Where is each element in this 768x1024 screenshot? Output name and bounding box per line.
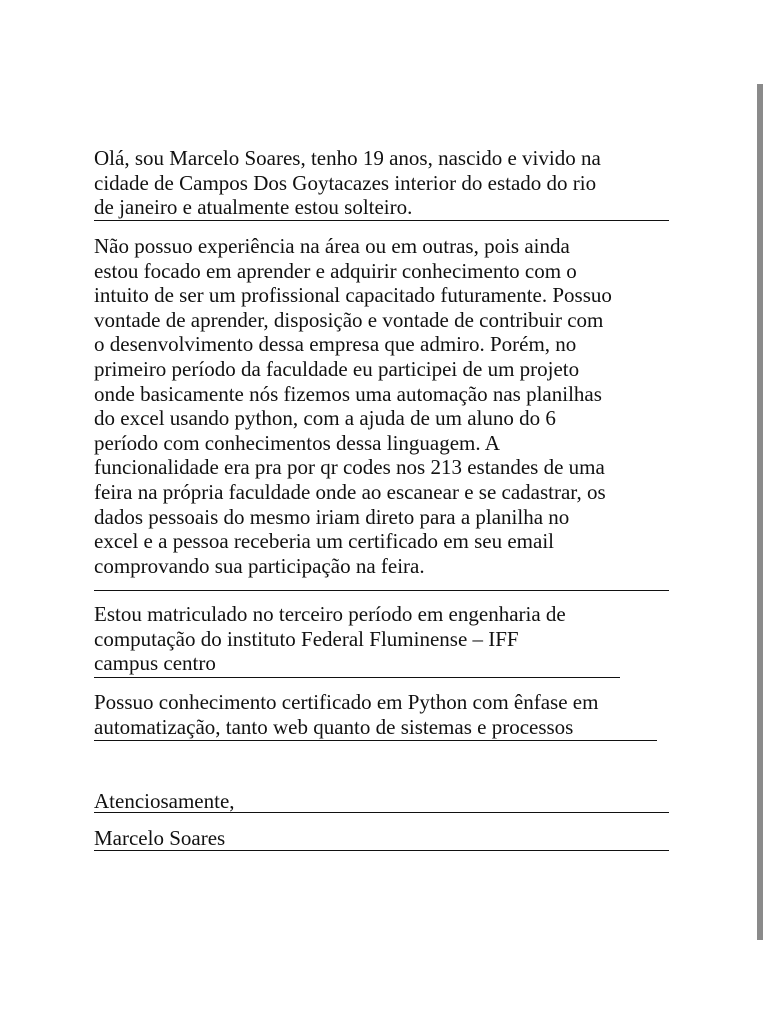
text-line: automatização, tanto web quanto de sistemas e processos bbox=[94, 714, 574, 739]
text-line: Olá, sou Marcelo Soares, tenho 19 anos, nascido e vivido na bbox=[94, 146, 601, 170]
page-edge-shadow bbox=[757, 84, 763, 940]
text-line: Estou matriculado no terceiro período em engenharia de bbox=[94, 602, 566, 626]
text-line: período com conhecimentos dessa linguagem. A bbox=[94, 430, 500, 455]
underline-rule bbox=[94, 590, 669, 591]
underline-rule bbox=[94, 850, 669, 851]
underline-rule bbox=[94, 677, 620, 678]
text-line: estou focado em aprender e adquirir conhecimento com o bbox=[94, 258, 577, 283]
text-line: Possuo conhecimento certificado em Python com ênfase em bbox=[94, 690, 599, 714]
underline-rule bbox=[94, 220, 669, 221]
text-line: primeiro período da faculdade eu participei de um projeto bbox=[94, 356, 580, 381]
underline-rule bbox=[94, 812, 669, 813]
text-line: vontade de aprender, disposição e vontade de contribuir com bbox=[94, 307, 604, 332]
paragraph-enrollment bbox=[94, 602, 566, 676]
text-line: de janeiro e atualmente estou solteiro. bbox=[94, 195, 413, 220]
underline-rule bbox=[94, 740, 657, 741]
text-line: onde basicamente nós fizemos uma automação nas planilhas bbox=[94, 381, 602, 406]
text-line: Não possuo experiência na área ou em outras, pois ainda bbox=[94, 234, 570, 258]
text-line: dados pessoais do mesmo iriam direto para a planilha no bbox=[94, 504, 570, 529]
text-line: intuito de ser um profissional capacitado futuramente. Possuo bbox=[94, 283, 612, 308]
paragraph-introduction bbox=[94, 146, 601, 220]
paragraph-experience bbox=[94, 234, 612, 578]
text-line: funcionalidade era pra por qr codes nos 213 estandes de uma bbox=[94, 455, 605, 480]
text-line: computação do instituto Federal Fluminense – IFF bbox=[94, 626, 519, 651]
closing-text: Atenciosamente, bbox=[94, 789, 235, 813]
text-line: o desenvolvimento dessa empresa que admiro. Porém, no bbox=[94, 332, 577, 357]
text-line: campus centro bbox=[94, 651, 216, 676]
text-line: feira na própria faculdade onde ao escanear e se cadastrar, os bbox=[94, 479, 606, 504]
signature-name: Marcelo Soares bbox=[94, 826, 226, 850]
signature-block bbox=[94, 826, 225, 851]
text-line: comprovando sua participação na feira. bbox=[94, 553, 425, 578]
paragraph-skills bbox=[94, 690, 598, 739]
text-line: do excel usando python, com a ajuda de um aluno do 6 bbox=[94, 406, 556, 431]
text-line: excel e a pessoa receberia um certificado em seu email bbox=[94, 529, 555, 554]
closing-block bbox=[94, 789, 235, 814]
text-line: cidade de Campos Dos Goytacazes interior do estado do rio bbox=[94, 170, 597, 195]
